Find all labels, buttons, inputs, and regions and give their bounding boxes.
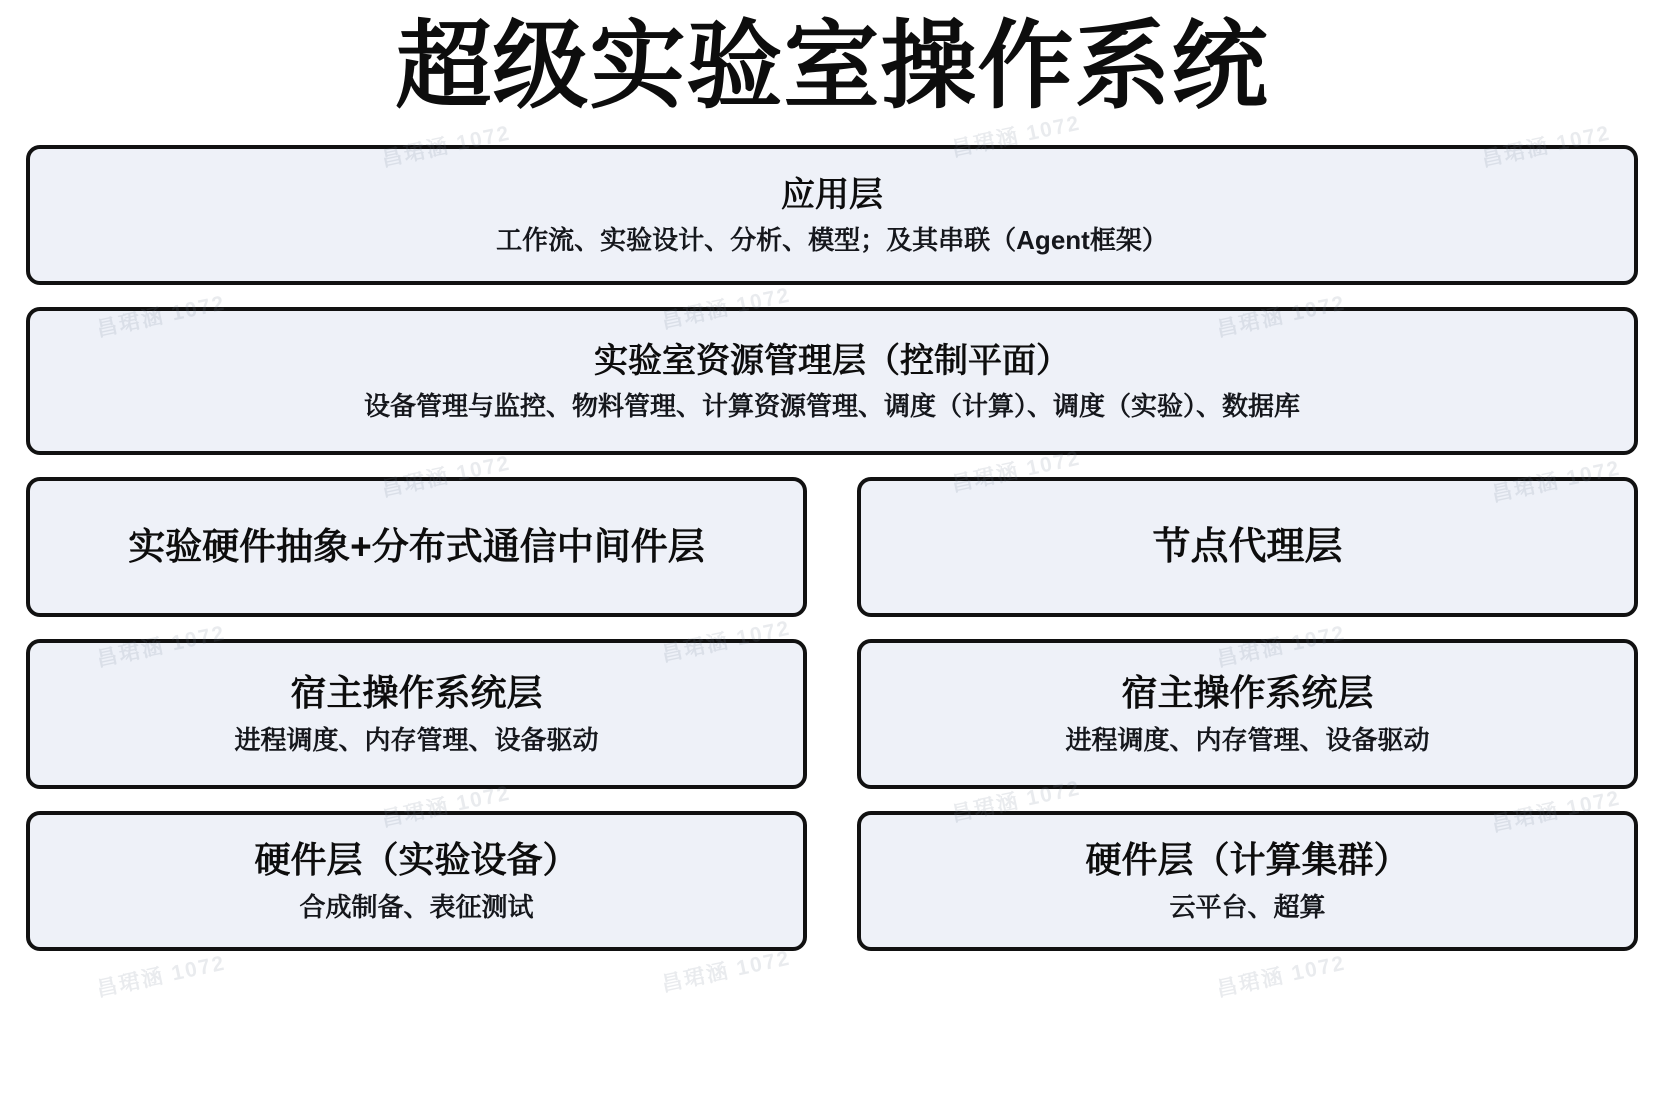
layer-box-hardware-lab-equipment	[26, 811, 807, 951]
layer-title-host-os-right: 宿主操作系统层	[1121, 672, 1374, 714]
layer-box-hardware-compute-cluster	[857, 811, 1638, 951]
layer-box-host-os-right	[857, 639, 1638, 789]
layer-title-hardware-abstraction-middleware: 实验硬件抽象+分布式通信中间件层	[128, 526, 705, 568]
watermark-text: 昌珺涵 1072	[1214, 951, 1348, 1002]
layer-box-application	[26, 145, 1638, 285]
layer-title-hardware-compute-cluster: 硬件层（计算集群）	[1085, 839, 1410, 881]
layer-title-node-agent: 节点代理层	[1152, 525, 1343, 568]
layer-subtitle-hardware-lab-equipment: 合成制备、表征测试	[299, 892, 534, 923]
layer-subtitle-hardware-compute-cluster: 云平台、超算	[1169, 892, 1326, 923]
watermark-text: 昌珺涵 1072	[949, 446, 1083, 497]
column-compute-side	[857, 477, 1638, 951]
layer-subtitle-host-os-right: 进程调度、内存管理、设备驱动	[1065, 725, 1430, 756]
layer-subtitle-application: 工作流、实验设计、分析、模型；及其串联（Agent框架）	[496, 224, 1168, 255]
two-column-stack	[26, 477, 1638, 951]
layer-title-application: 应用层	[781, 175, 883, 214]
layer-title-resource-management: 实验室资源管理层（控制平面）	[594, 341, 1070, 380]
layer-box-host-os-left	[26, 639, 807, 789]
layer-box-node-agent	[857, 477, 1638, 617]
layer-box-hardware-abstraction-middleware	[26, 477, 807, 617]
watermark-text: 昌珺涵 1072	[949, 111, 1083, 162]
page-title: 超级实验室操作系统	[395, 13, 1269, 120]
column-experiment-side	[26, 477, 807, 951]
layer-subtitle-host-os-left: 进程调度、内存管理、设备驱动	[234, 725, 599, 756]
watermark-text: 昌珺涵 1072	[94, 951, 228, 1002]
layer-subtitle-resource-management: 设备管理与监控、物料管理、计算资源管理、调度（计算）、调度（实验）、数据库	[363, 390, 1300, 421]
layer-title-hardware-lab-equipment: 硬件层（实验设备）	[254, 839, 579, 881]
layer-title-host-os-left: 宿主操作系统层	[290, 672, 543, 714]
layer-box-resource-management	[26, 307, 1638, 455]
watermark-text: 昌珺涵 1072	[379, 781, 513, 832]
watermark-text: 昌珺涵 1072	[659, 946, 793, 997]
watermark-text: 昌珺涵 1072	[949, 776, 1083, 827]
